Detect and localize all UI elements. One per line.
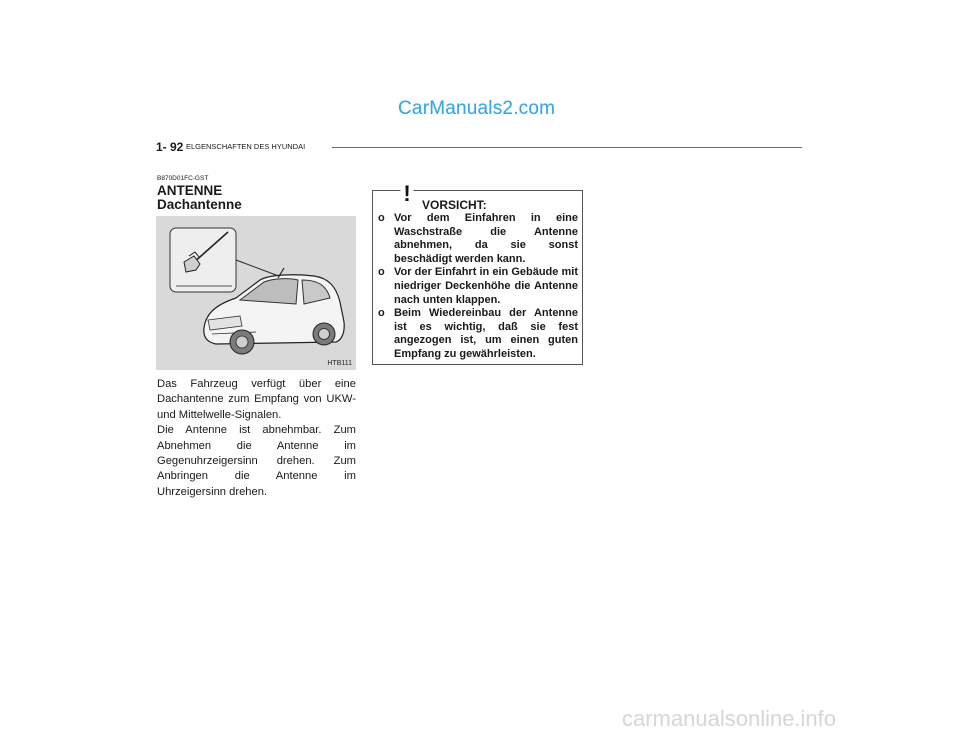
warning-triangle-icon <box>393 178 421 206</box>
section-title: ANTENNE <box>157 183 223 198</box>
caution-title: VORSICHT: <box>422 198 487 212</box>
rear-wheel-hub <box>319 329 330 340</box>
caution-item-text: Beim Wiedereinbau der Antenne ist es wichtig, daß sie fest angezogen ist, um einen guten Empfang zu gewährleisten. <box>394 307 578 360</box>
section-header-title: ELGENSCHAFTEN DES HYUNDAI <box>186 142 306 151</box>
bullet: o <box>378 307 385 320</box>
bullet: o <box>378 212 385 224</box>
watermark-bottom: carmanualsonline.info <box>622 706 837 731</box>
car-antenna-drawing <box>156 216 356 370</box>
list-item <box>378 212 578 266</box>
body-text <box>157 377 356 500</box>
warning-symbol: ! <box>403 181 411 206</box>
caution-item-text: Vor dem Einfahren in eine Waschstraße die Antenne abnehmen, da sie sonst beschädigt werden kann. <box>394 212 578 265</box>
detail-inset <box>170 228 236 292</box>
page-number: 1- 92 <box>156 140 184 154</box>
section-code: B870D01FC-GST <box>157 175 209 182</box>
list-item <box>378 266 578 307</box>
caution-list <box>378 212 578 362</box>
header-rule <box>332 147 802 148</box>
caution-item-text: Vor der Einfahrt in ein Gebäude mit niedriger Deckenhöhe die Antenne nach unten klappen. <box>394 266 578 306</box>
section-subtitle: Dachantenne <box>157 197 242 212</box>
figure-label: HTB111 <box>327 360 352 367</box>
body-paragraph-1: Das Fahrzeug verfügt über eine Dachantenne zum Empfang von UKW- und Mittelwelle-Signalen. <box>157 378 356 421</box>
antenna-illustration <box>156 216 356 370</box>
list-item <box>378 307 578 361</box>
watermark-top: CarManuals2.com <box>398 98 556 119</box>
front-wheel-hub <box>236 336 248 348</box>
body-paragraph-2: Die Antenne ist abnehmbar. Zum Abnehmen die Antenne im Gegenuhrzeigersinn drehen. Zum Anbringen die Antenne im Uhrzeigersinn drehen. <box>157 424 356 498</box>
bullet: o <box>378 266 385 279</box>
